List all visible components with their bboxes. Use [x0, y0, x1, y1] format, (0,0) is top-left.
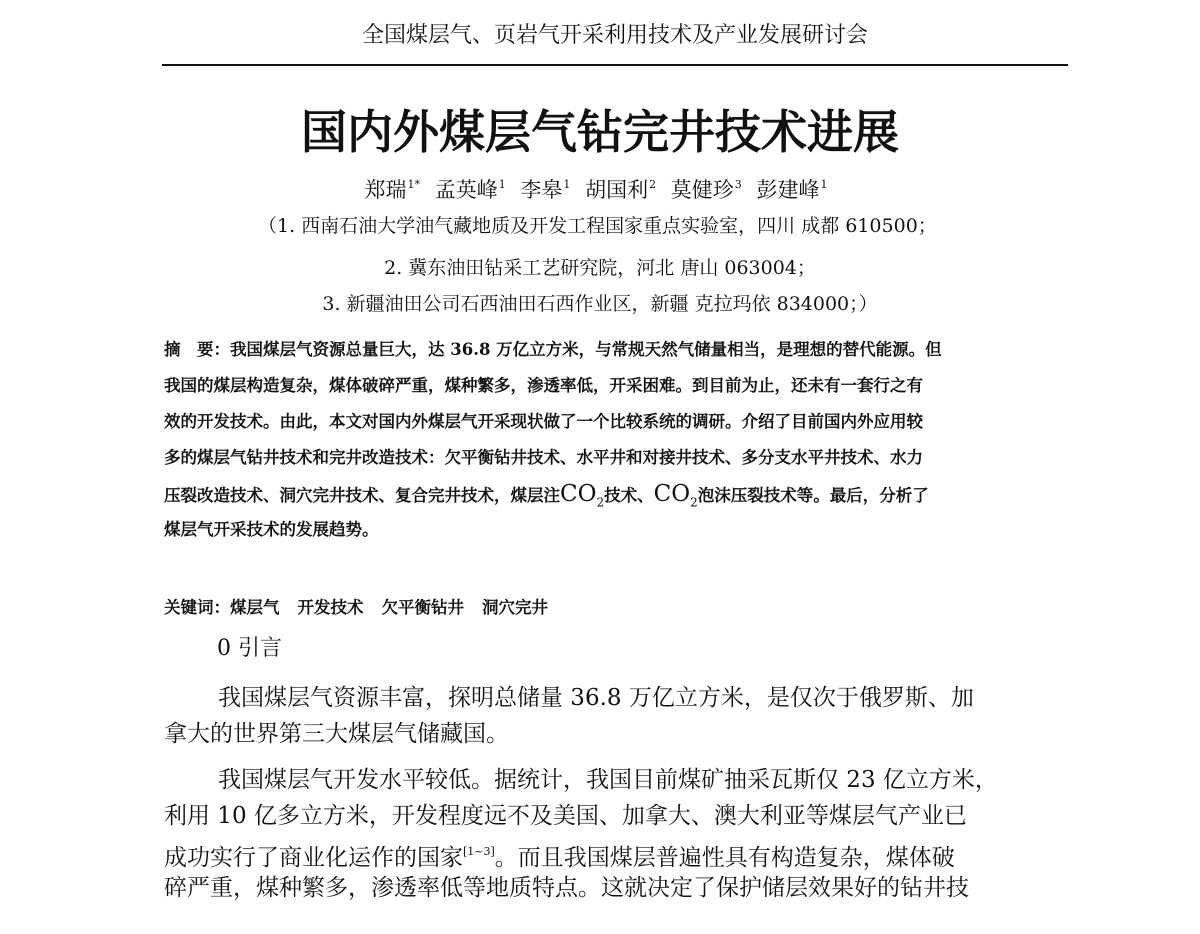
author-affiliation-mark: 1 — [563, 178, 571, 191]
abstract — [164, 332, 1068, 548]
author-affiliation-mark: 2 — [649, 178, 657, 191]
author-name: 孟英峰 — [434, 178, 498, 202]
citation-reference[interactable]: [1~3] — [463, 845, 495, 858]
abstract-line: 效的开发技术。由此，本文对国内外煤层气开采现状做了一个比较系统的调研。介绍了目前国内外应用较 — [164, 412, 923, 431]
running-header: 全国煤层气、页岩气开采利用技术及产业发展研讨会 — [162, 8, 1068, 66]
author-name: 郑瑞 — [364, 178, 407, 202]
keyword: 欠平衡钻井 — [381, 598, 464, 617]
keywords — [164, 594, 1068, 622]
author-list — [0, 170, 1200, 205]
keyword: 煤层气 — [230, 598, 280, 617]
chemical-formula-co2: $CO_2$ — [653, 481, 698, 510]
author-name: 彭建峰 — [756, 178, 820, 202]
author-affiliation-mark: 1 — [498, 178, 506, 191]
paragraph-line: 我国煤层气开发水平较低。据统计，我国目前煤矿抽采瓦斯仅 23 亿立方米， — [218, 767, 998, 793]
affiliation-3: 3. 新疆油田公司石西油田石西作业区，新疆 克拉玛依 834000；） — [322, 293, 878, 315]
author-name: 李皋 — [520, 178, 563, 202]
author-name: 莫健珍 — [670, 178, 734, 202]
keywords-label: 关键词： — [164, 598, 230, 617]
body-paragraph-2 — [164, 762, 1068, 906]
abstract-text: 技术、 — [604, 486, 654, 505]
abstract-text: 泡沫压裂技术等。最后，分析了 — [697, 486, 929, 505]
paper-title: 国内外煤层气钻完井技术进展 — [301, 105, 899, 159]
section-heading: 0 引言 — [217, 636, 282, 661]
abstract-line — [164, 476, 1068, 512]
paragraph-line: 我国煤层气资源丰富，探明总储量 36.8 万亿立方米，是仅次于俄罗斯、加 — [218, 685, 974, 711]
keyword: 开发技术 — [297, 598, 364, 617]
paragraph-line: 利用 10 亿多立方米，开发程度远不及美国、加拿大、澳大利亚等煤层气产业已 — [164, 803, 967, 829]
body-paragraph-1 — [164, 680, 1068, 752]
abstract-text: 我国煤层气资源总量巨大，达 36.8 万亿立方米，与常规天然气储量相当，是理想的替代能源。但 — [230, 340, 942, 359]
author-name: 胡国利 — [585, 178, 649, 202]
author-affiliation-mark: 1 — [820, 178, 828, 191]
abstract-line — [164, 332, 1068, 368]
author-affiliation-mark: 1* — [407, 178, 421, 191]
paragraph-line: 拿大的世界第三大煤层气储藏国。 — [164, 721, 509, 747]
affiliation-2: 2. 冀东油田钻采工艺研究院，河北 唐山 063004； — [384, 257, 816, 279]
abstract-line: 我国的煤层构造复杂，煤体破碎严重，煤种繁多，渗透率低，开采困难。到目前为止，还未有一套行之有 — [164, 376, 923, 395]
affiliation-1: （1. 西南石油大学油气藏地质及开发工程国家重点实验室，四川 成都 610500； — [258, 215, 937, 237]
abstract-line: 煤层气开采技术的发展趋势。 — [164, 520, 379, 539]
author-affiliation-mark: 3 — [734, 178, 742, 191]
abstract-line: 多的煤层气钻井技术和完井改造技术：欠平衡钻井技术、水平井和对接井技术、多分支水平井技术、水力 — [164, 448, 923, 467]
abstract-label: 摘 要： — [164, 340, 230, 359]
chemical-formula-co2: $CO_2$ — [560, 481, 605, 510]
paragraph-line: 成功实行了商业化运作的国家[1~3]。而且我国煤层普遍性具有构造复杂，煤体破 — [164, 845, 955, 871]
paragraph-line: 碎严重，煤种繁多，渗透率低等地质特点。这就决定了保护储层效果好的钻井技 — [164, 875, 969, 901]
keyword: 洞穴完井 — [482, 598, 548, 617]
abstract-text: 压裂改造技术、洞穴完井技术、复合完井技术，煤层注 — [164, 486, 560, 505]
